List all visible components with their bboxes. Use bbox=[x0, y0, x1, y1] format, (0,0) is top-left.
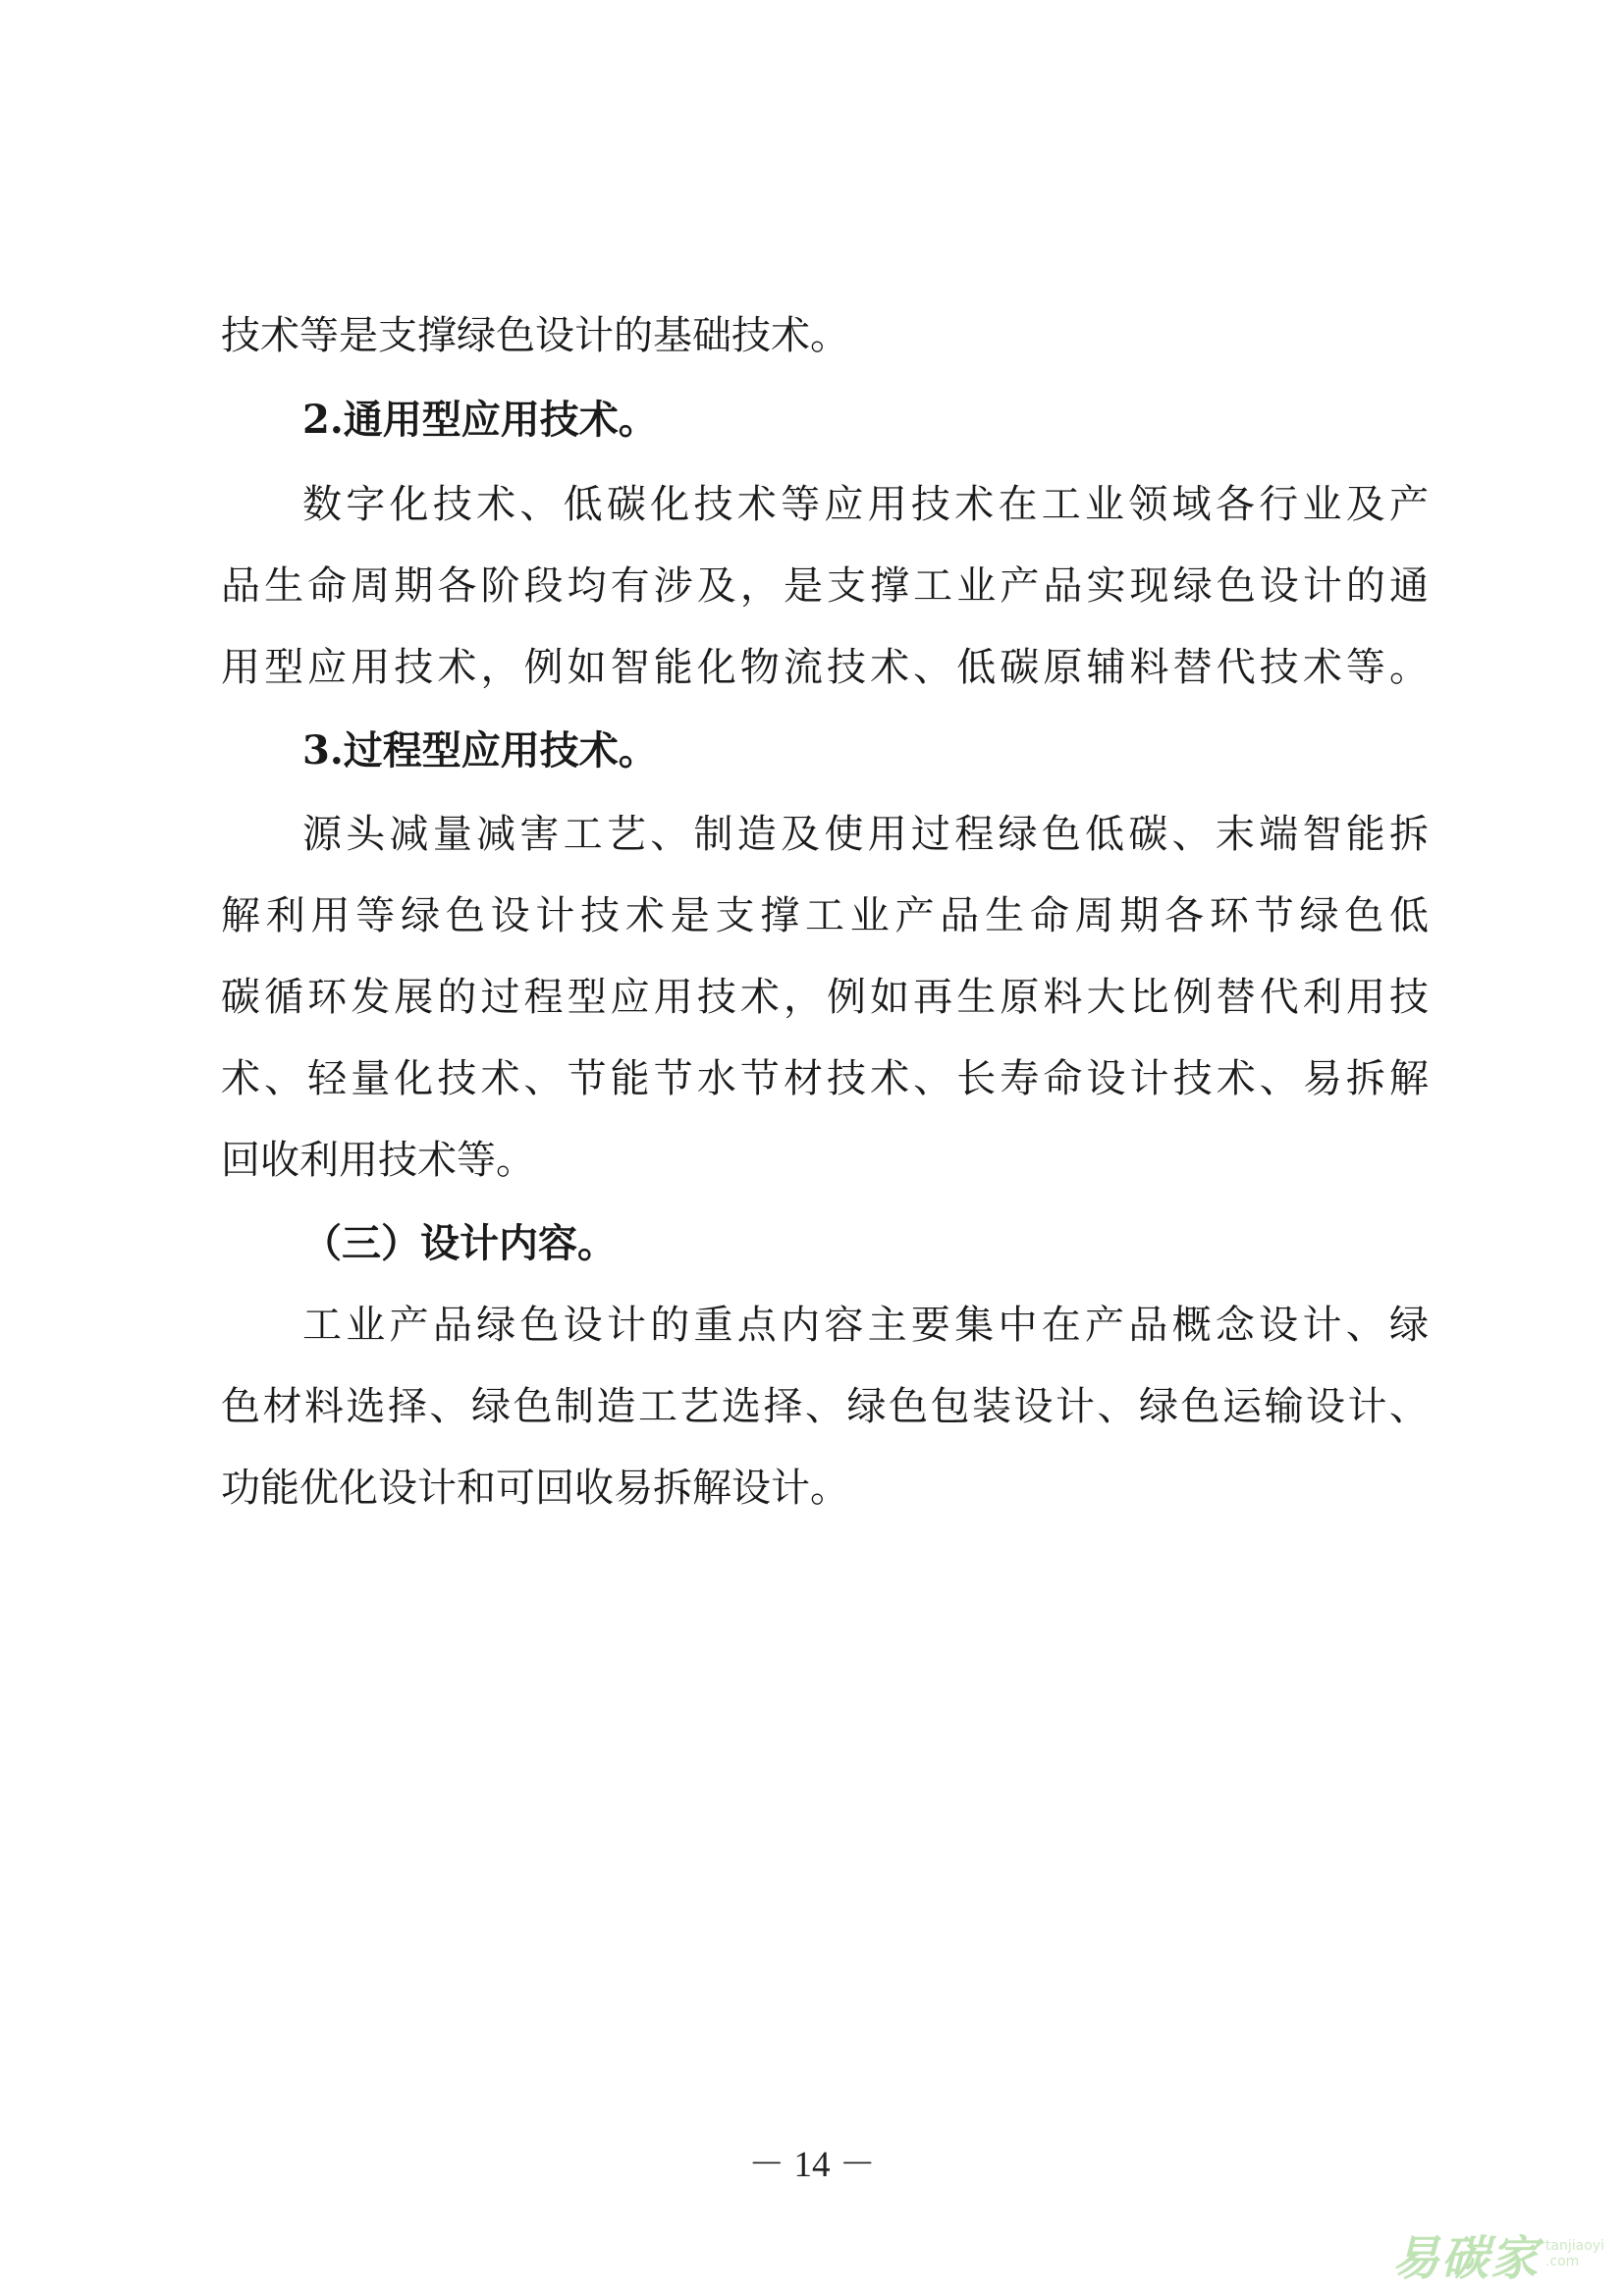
body-text-line: 色材料选择、绿色制造工艺选择、绿色包装设计、绿色运输设计、 bbox=[221, 1384, 1429, 1429]
body-text-line: 术、轻量化技术、节能节水节材技术、长寿命设计技术、易拆解 bbox=[221, 1056, 1429, 1101]
body-text-line: 解利用等绿色设计技术是支撑工业产品生命周期各环节绿色低 bbox=[221, 893, 1429, 938]
section-heading-2: 2.通用型应用技术。 bbox=[302, 397, 658, 443]
body-text-line: 碳循环发展的过程型应用技术，例如再生原料大比例替代利用技 bbox=[221, 975, 1429, 1020]
body-text-line: 用型应用技术，例如智能化物流技术、低碳原辅料替代技术等。 bbox=[221, 645, 1429, 690]
page-number: － 14 － bbox=[748, 2145, 876, 2185]
body-text-line: 回收利用技术等。 bbox=[221, 1138, 535, 1183]
watermark bbox=[1392, 2219, 1604, 2288]
body-text-line: 源头减量减害工艺、制造及使用过程绿色低碳、末端智能拆 bbox=[302, 812, 1429, 857]
watermark-domain-line2: .com bbox=[1544, 2254, 1580, 2269]
watermark-logo: 易碳家 bbox=[1391, 2230, 1540, 2286]
section-heading-3: 3.过程型应用技术。 bbox=[302, 727, 658, 774]
body-text-line: 数字化技术、低碳化技术等应用技术在工业领域各行业及产 bbox=[302, 482, 1429, 527]
watermark-domain bbox=[1545, 2238, 1604, 2269]
body-text-line: 工业产品绿色设计的重点内容主要集中在产品概念设计、绿 bbox=[302, 1303, 1429, 1348]
body-text-line: 技术等是支撑绿色设计的基础技术。 bbox=[221, 313, 849, 358]
body-text-line: 功能优化设计和可回收易拆解设计。 bbox=[221, 1466, 849, 1511]
body-text-line: 品生命周期各阶段均有涉及，是支撑工业产品实现绿色设计的通 bbox=[221, 563, 1429, 609]
watermark-domain-line1: tanjiaoyi bbox=[1544, 2238, 1604, 2254]
section-heading-design-content: （三）设计内容。 bbox=[302, 1220, 617, 1266]
